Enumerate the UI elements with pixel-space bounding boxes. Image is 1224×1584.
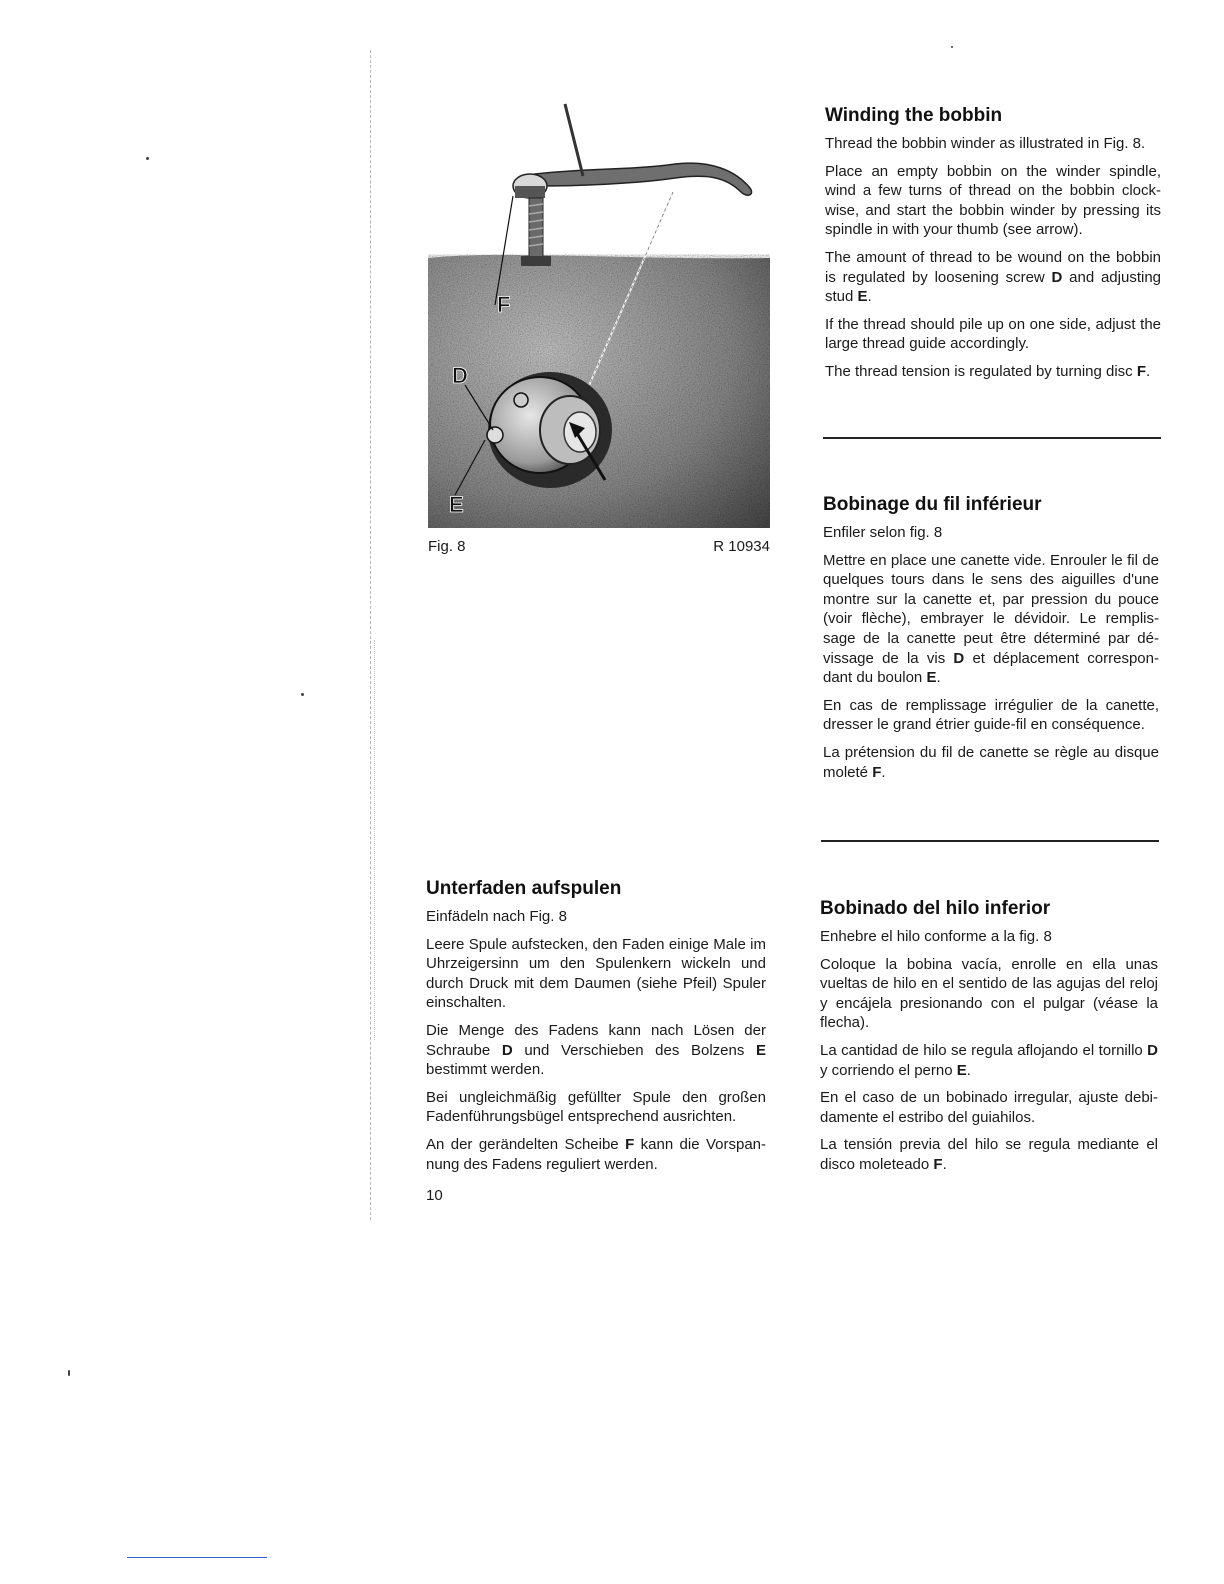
paragraph: The thread tension is regulated by turning disc F. (825, 362, 1151, 380)
callout-d: D (452, 363, 468, 388)
paragraph: Bei ungleichmäßig gefüllter Spule den großen Fadenführungsbügel entsprechend ausrichten. (426, 1088, 766, 1126)
section-title: Unterfaden aufspulen (426, 878, 622, 899)
paragraph: Thread the bobbin winder as illustrated in Fig. 8. (825, 135, 1146, 152)
section-german (426, 877, 766, 1182)
paragraph: The amount of thread to be wound on the bobbin is regulated by loosening screw D and adjusting stud E. (825, 248, 1162, 306)
paragraph: La prétension du fil de canette se règle au disque moleté F. (823, 743, 1159, 781)
screw-d (487, 427, 503, 443)
paragraph: Enfiler selon fig. 8 (823, 524, 943, 541)
paragraph: La tensión previa del hilo se regula mediante el disco moleteado F. (820, 1136, 1158, 1173)
binding-edge (370, 50, 371, 1220)
post-nut (521, 256, 551, 266)
paragraph: If the thread should pile up on one side, adjust the large thread guide accordingly. (825, 315, 1161, 353)
thread-guide (535, 163, 752, 195)
paragraph: Enhebre el hilo conforme a la fig. 8 (820, 928, 1052, 945)
section-title: Bobinado del hilo inferior (820, 898, 1051, 919)
figure-8 (425, 100, 775, 560)
tension-knob-base (515, 186, 545, 198)
figure-reference: R 10934 (713, 538, 770, 555)
footer-line (127, 1557, 267, 1558)
paragraph: Einfädeln nach Fig. 8 (426, 908, 567, 925)
page-number: 10 (426, 1187, 443, 1204)
machine-body (428, 255, 770, 528)
section-french (823, 493, 1159, 790)
section-divider (821, 840, 1159, 842)
scan-speck (301, 693, 304, 696)
section-title: Bobinage du fil inférieur (823, 494, 1042, 515)
section-divider (823, 437, 1161, 439)
scan-speck (951, 46, 953, 48)
section-spanish (820, 897, 1158, 1183)
binding-edge-shadow (374, 640, 375, 1040)
paragraph: Die Menge des Fadens kann nach Lösen der Schraube D und Verschieben des Bolzens E bestimmt werden. (426, 1021, 766, 1079)
section-title: Winding the bobbin (825, 105, 1003, 126)
callout-f: F (497, 292, 511, 317)
paragraph: En cas de remplissage irrégulier de la canette, dresser le grand étrier guide-fil en conséquence. (823, 696, 1159, 734)
upper-thread (565, 104, 583, 176)
paragraph: An der gerändelten Scheibe F kann die Vorspan-nung des Fadens reguliert werden. (426, 1135, 767, 1173)
bobbin-winder-illustration (425, 100, 775, 530)
stud-e (514, 393, 528, 407)
scan-speck (68, 1370, 70, 1376)
paragraph: Mettre en place une canette vide. Enrouler le fil de quelques tours dans le sens des aiguilles d'une montre sur la canette et, par pression du pouce (voir flèche), embrayer le dévidoir. Le remplis-sage de la canette peut être déterminé par dé-vissage de la vis D et déplacement correspon-dant du boulon E. (823, 551, 1159, 687)
paragraph: Leere Spule aufstecken, den Faden einige Male im Uhrzeigersinn um den Spulenkern wickeln und durch Druck mit dem Daumen (siehe Pfeil) Spuler einschalten. (426, 935, 766, 1012)
scan-speck (146, 157, 149, 160)
paragraph: Coloque la bobina vacía, enrolle en ella unas vueltas de hilo en el sentido de las agujas del reloj y encájela presionando con el pulgar (véase la flecha). (820, 955, 1158, 1032)
paragraph: En el caso de un bobinado irregular, ajuste debi-damente el estribo del guiahilos. (820, 1089, 1158, 1126)
figure-caption (428, 538, 770, 555)
figure-label: Fig. 8 (428, 538, 466, 555)
paragraph: La cantidad de hilo se regula aflojando el tornillo D y corriendo el perno E. (820, 1041, 1158, 1079)
paragraph: Place an empty bobbin on the winder spindle, wind a few turns of thread on the bobbin clock-wise, and start the bobbin winder by pressing its spindle in with your thumb (see arrow). (825, 162, 1161, 239)
callout-e: E (449, 492, 464, 517)
section-english (825, 104, 1161, 390)
